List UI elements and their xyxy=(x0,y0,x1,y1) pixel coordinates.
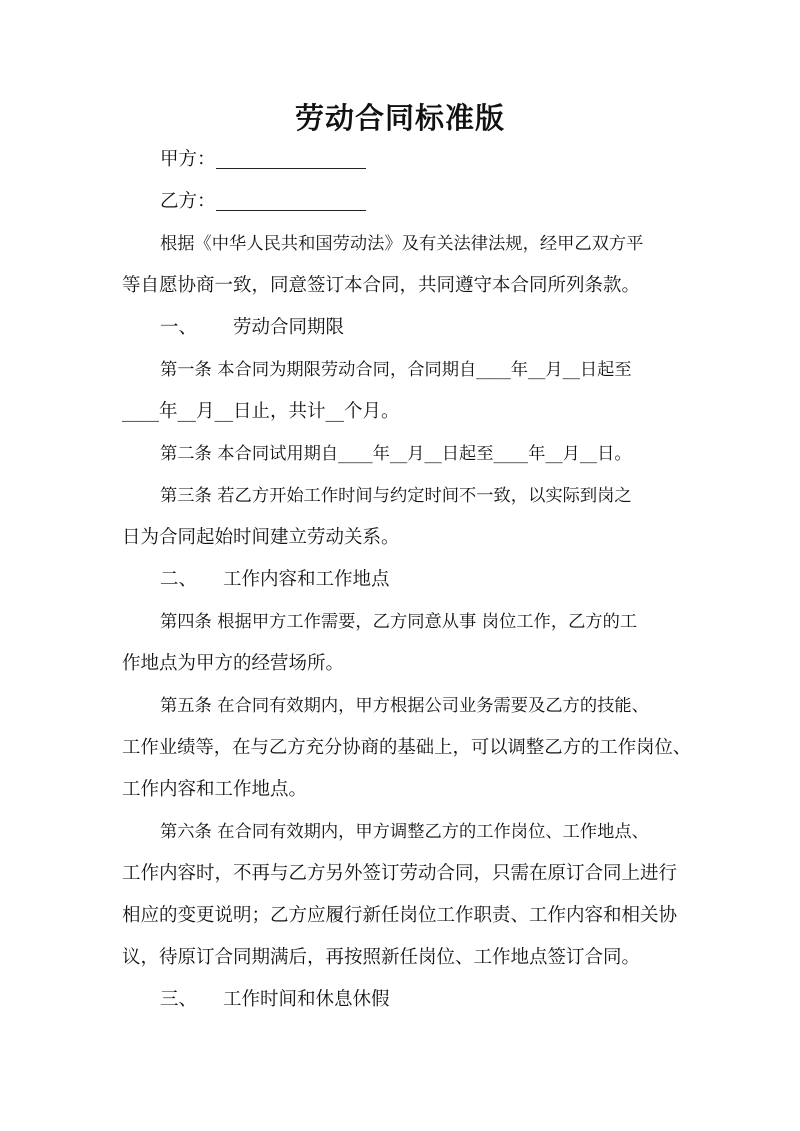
article-3-line-1: 第三条 若乙方开始工作时间与约定时间不一致，以实际到岗之 xyxy=(160,486,632,506)
party-a-label: 甲方： xyxy=(160,149,216,170)
party-a-line xyxy=(160,145,730,175)
article-1-line-1: 第一条 本合同为期限劳动合同，合同期自____年__月__日起至 xyxy=(160,360,632,380)
section-title: 工作时间和休息休假 xyxy=(223,989,390,1010)
section-title: 工作内容和工作地点 xyxy=(223,569,390,590)
article-4-line-1: 第四条 根据甲方工作需要，乙方同意从事 岗位工作，乙方的工 xyxy=(160,612,638,632)
party-b-label: 乙方： xyxy=(160,191,216,212)
article-5-line-1: 第五条 在合同有效期内，甲方根据公司业务需要及乙方的技能、 xyxy=(160,696,649,716)
article-3-line-2: 日为合同起始时间建立劳动关系。 xyxy=(122,527,400,548)
article-2-line: 第二条 本合同试用期自____年__月__日起至____年__月__日。 xyxy=(160,444,632,464)
section-heading-3 xyxy=(160,985,730,1015)
article-6-line-3: 相应的变更说明；乙方应履行新任岗位工作职责、工作内容和相关协 xyxy=(122,905,678,926)
party-b-line xyxy=(160,187,730,217)
section-number: 二、 xyxy=(160,569,198,590)
section-title: 劳动合同期限 xyxy=(233,317,345,338)
preamble-line-1: 根据《中华人民共和国劳动法》及有关法律法规，经甲乙双方平 xyxy=(160,234,644,254)
party-a-blank[interactable] xyxy=(216,148,366,169)
section-number: 三、 xyxy=(160,989,198,1010)
preamble-line-2: 等自愿协商一致，同意签订本合同，共同遵守本合同所列条款。 xyxy=(122,275,641,296)
section-heading-2 xyxy=(160,565,730,595)
article-1-line-2: ____年__月__日止，共计__个月。 xyxy=(122,401,400,422)
article-6-line-1: 第六条 在合同有效期内，甲方调整乙方的工作岗位、工作地点、 xyxy=(160,822,649,842)
section-number: 一、 xyxy=(160,317,198,338)
document-title: 劳动合同标准版 xyxy=(294,101,505,135)
article-5-line-2: 工作业绩等，在与乙方充分协商的基础上，可以调整乙方的工作岗位、 xyxy=(122,737,692,758)
party-b-blank[interactable] xyxy=(216,190,366,211)
article-5-line-3: 工作内容和工作地点。 xyxy=(122,779,308,800)
article-4-line-2: 作地点为甲方的经营场所。 xyxy=(122,653,345,674)
article-6-line-4: 议，待原订合同期满后，再按照新任岗位、工作地点签订合同。 xyxy=(122,947,641,968)
article-6-line-2: 工作内容时，不再与乙方另外签订劳动合同，只需在原订合同上进行 xyxy=(122,863,678,884)
section-heading-1 xyxy=(160,313,730,343)
